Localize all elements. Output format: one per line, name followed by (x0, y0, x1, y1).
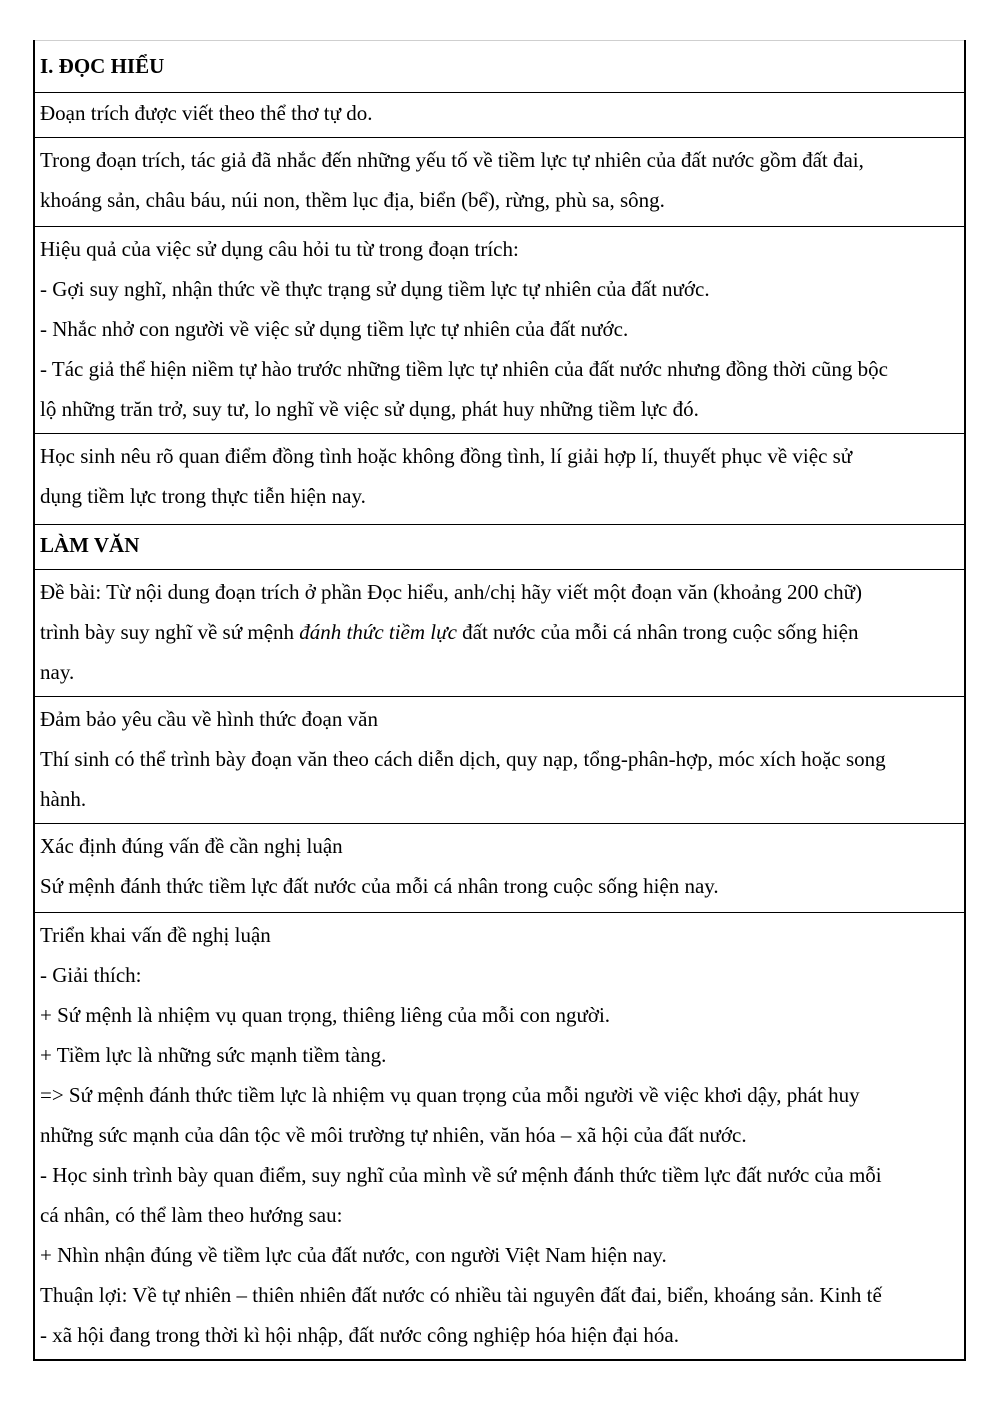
answer-q1: Đoạn trích được viết theo thể thơ tự do. (40, 101, 373, 125)
develop-line: cá nhân, có thể làm theo hướng sau: (40, 1203, 343, 1227)
develop-line: - Học sinh trình bày quan điểm, suy nghĩ của mình về sứ mệnh đánh thức tiềm lực đất nước của mỗi (40, 1163, 882, 1187)
develop-line: => Sứ mệnh đánh thức tiềm lực là nhiệm vụ quan trọng của mỗi người về việc khơi dậy, phát huy (40, 1083, 860, 1107)
section-heading-doc-hieu: I. ĐỌC HIỂU (40, 54, 165, 78)
table-row (34, 227, 965, 434)
answer-q4-line: dụng tiềm lực trong thực tiễn hiện nay. (40, 484, 366, 508)
answer-q3-line: - Tác giả thể hiện niềm tự hào trước những tiềm lực tự nhiên của đất nước nhưng đồng thời cũng bộc (40, 357, 888, 381)
table-row (34, 570, 965, 697)
develop-line: Thuận lợi: Về tự nhiên – thiên nhiên đất nước có nhiều tài nguyên đất đai, biển, khoáng sản. Kinh tế (40, 1283, 882, 1307)
answer-q3-line: - Gợi suy nghĩ, nhận thức về thực trạng sử dụng tiềm lực tự nhiên của đất nước. (40, 277, 710, 301)
issue-line: Sứ mệnh đánh thức tiềm lực đất nước của mỗi cá nhân trong cuộc sống hiện nay. (40, 874, 719, 898)
develop-line: - xã hội đang trong thời kì hội nhập, đất nước công nghiệp hóa hiện đại hóa. (40, 1323, 679, 1347)
essay-prompt-line: Đề bài: Từ nội dung đoạn trích ở phần Đọc hiểu, anh/chị hãy viết một đoạn văn (khoảng 200 chữ) (40, 580, 862, 604)
table-row (34, 40, 965, 93)
essay-prompt-line (40, 612, 961, 652)
table-row (34, 138, 965, 227)
develop-line: Triển khai vấn đề nghị luận (40, 923, 271, 947)
essay-prompt-italic-phrase: đánh thức tiềm lực (299, 620, 457, 644)
issue-line: Xác định đúng vấn đề cần nghị luận (40, 834, 343, 858)
develop-line: những sức mạnh của dân tộc về môi trường tự nhiên, văn hóa – xã hội của đất nước. (40, 1123, 747, 1147)
form-requirement-line: hành. (40, 787, 87, 811)
develop-line: + Sứ mệnh là nhiệm vụ quan trọng, thiêng liêng của mỗi con người. (40, 1003, 611, 1027)
answer-q2-line: khoáng sản, châu báu, núi non, thềm lục địa, biển (bể), rừng, phù sa, sông. (40, 188, 665, 212)
table-row (34, 525, 965, 570)
section-heading-lam-van: LÀM VĂN (40, 533, 140, 557)
answer-q4-line: Học sinh nêu rõ quan điểm đồng tình hoặc không đồng tình, lí giải hợp lí, thuyết phục về việc sử (40, 444, 853, 468)
form-requirement-line: Đảm bảo yêu cầu về hình thức đoạn văn (40, 707, 378, 731)
answer-q3-line: Hiệu quả của việc sử dụng câu hỏi tu từ trong đoạn trích: (40, 237, 519, 261)
form-requirement-line: Thí sinh có thể trình bày đoạn văn theo cách diễn dịch, quy nạp, tổng-phân-hợp, móc xích hoặc song (40, 747, 886, 771)
table-row (34, 434, 965, 525)
develop-line: + Nhìn nhận đúng về tiềm lực của đất nước, con người Việt Nam hiện nay. (40, 1243, 667, 1267)
answer-q3-line: lộ những trăn trở, suy tư, lo nghĩ về việc sử dụng, phát huy những tiềm lực đó. (40, 397, 699, 421)
table-row (34, 824, 965, 913)
develop-line: - Giải thích: (40, 963, 142, 987)
table-row (34, 697, 965, 824)
answer-q2-line: Trong đoạn trích, tác giả đã nhắc đến những yếu tố về tiềm lực tự nhiên của đất nước gồm đất đai, (40, 148, 864, 172)
essay-prompt-text: trình bày suy nghĩ về sứ mệnh (40, 620, 300, 644)
answer-q3-line: - Nhắc nhở con người về việc sử dụng tiềm lực tự nhiên của đất nước. (40, 317, 629, 341)
develop-line: + Tiềm lực là những sức mạnh tiềm tàng. (40, 1043, 387, 1067)
table-row (34, 913, 965, 1361)
essay-prompt-text: đất nước của mỗi cá nhân trong cuộc sống hiện (456, 620, 859, 644)
table-row (34, 93, 965, 138)
essay-prompt-line: nay. (40, 660, 75, 684)
answer-table (33, 40, 966, 1361)
